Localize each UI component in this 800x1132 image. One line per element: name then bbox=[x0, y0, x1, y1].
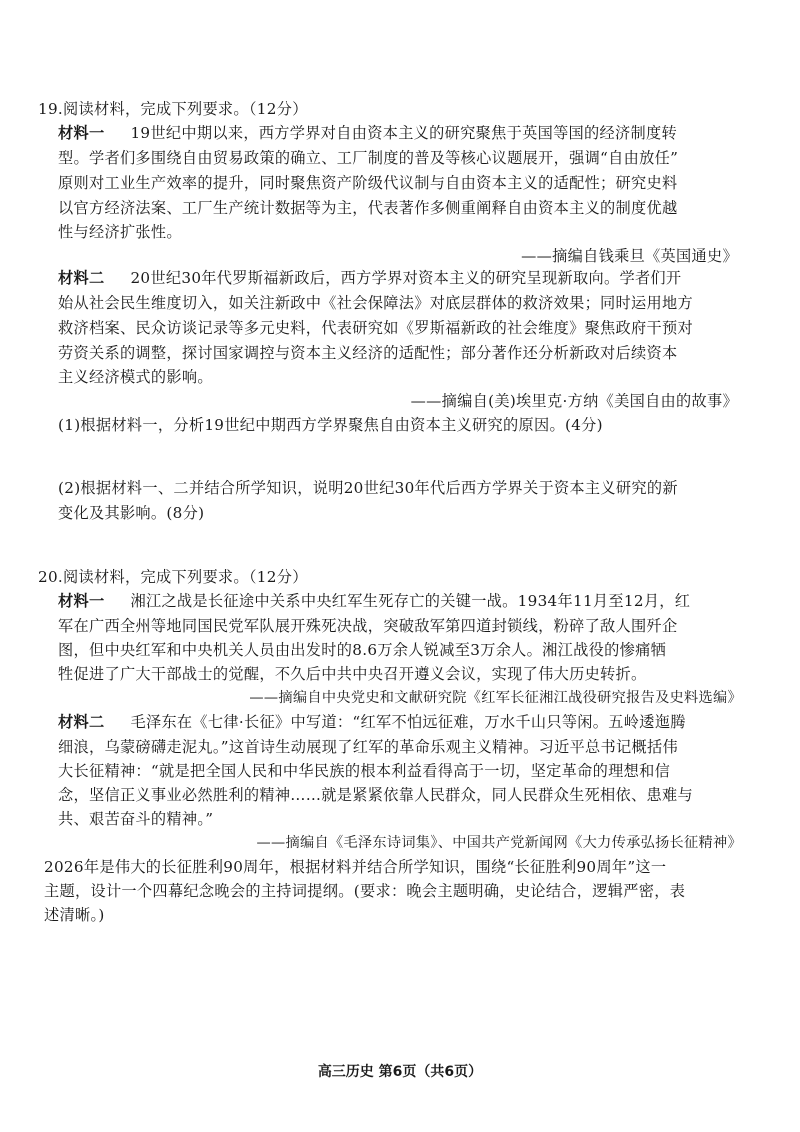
q20-material1-first-line bbox=[58, 591, 690, 611]
q20-task-line: 主题，设计一个四幕纪念晚会的主持词提纲。(要求：晚会主题明确，史论结合，逻辑严密，表 bbox=[44, 882, 686, 900]
q20-material1-line: 军在广西全州等地同国民党军队展开殊死决战，突破敌军第四道封锁线，粉碎了敌人围歼企 bbox=[58, 617, 678, 635]
q20-task-line: 述清晰。) bbox=[44, 906, 105, 924]
q19-material2-line: 始从社会民生维度切入，如关注新政中《社会保障法》对底层群体的救济效果；同时运用地方 bbox=[58, 294, 693, 312]
q20-material2-line: 大长征精神：“就是把全国人民和中华民族的根本利益看得高于一切，坚定革命的理想和信 bbox=[58, 762, 671, 780]
q20-material1-line: 牲促进了广大干部战士的觉醒，不久后中共中央召开遵义会议，实现了伟大历史转折。 bbox=[58, 665, 647, 683]
q20-material1-source: ——摘编自中央党史和文献研究院《红军长征湘江战役研究报告及史料选编》 bbox=[249, 690, 742, 706]
q20-material2-first-line bbox=[58, 712, 686, 732]
q19-material1-line: 19世纪中期以来，西方学界对自由资本主义的研究聚焦于英国等国的经济制度转 bbox=[130, 124, 677, 142]
q20-material2-line: 细浪，乌蒙磅礴走泥丸。”这首诗生动展现了红军的革命乐观主义精神。习近平总书记概括伟 bbox=[58, 738, 678, 756]
q19-material1-first-line bbox=[58, 123, 738, 143]
q20-material2-line: 共、艰苦奋斗的精神。” bbox=[58, 810, 214, 828]
q19-subquestion-2-line: 变化及其影响。(8分) bbox=[58, 504, 205, 522]
q19-material2-line: 主义经济模式的影响。 bbox=[58, 368, 213, 386]
q19-material1-source: ——摘编自钱乘旦《英国通史》 bbox=[521, 247, 738, 265]
q20-material1-line: 湘江之战是长征途中关系中央红军生死存亡的关键一战。1934年11月至12月，红 bbox=[130, 592, 691, 610]
q19-material1-line: 原则对工业生产效率的提升，同时聚焦资产阶级代议制与自由资本主义的适配性；研究史料 bbox=[58, 174, 678, 192]
q20-material2-line: 毛泽东在《七律·长征》中写道：“红军不怕远征难，万水千山只等闲。五岭逶迤腾 bbox=[130, 713, 686, 731]
q19-material2-first-line bbox=[58, 268, 681, 288]
q20-material1-line: 图，但中央红军和中央机关人员由出发时的8.6万余人锐减至3万余人。湘江战役的惨痛牺 bbox=[58, 641, 667, 659]
q19-header: 19.阅读材料，完成下列要求。（12分） bbox=[38, 100, 308, 118]
page-footer: 高三历史 第6页（共6页） bbox=[317, 1064, 483, 1080]
q20-material2-line: 念，坚信正义事业必然胜利的精神……就是紧紧依靠人民群众，同人民群众生死相依、患难与 bbox=[58, 786, 693, 804]
q19-material1-line: 性与经济扩张性。 bbox=[58, 223, 182, 241]
q19-subquestion-2-line: (2)根据材料一、二并结合所学知识，说明20世纪30年代后西方学界关于资本主义研究的新 bbox=[58, 479, 678, 497]
q19-material2-line: 劳资关系的调整，探讨国家调控与资本主义经济的适配性；部分著作还分析新政对后续资本 bbox=[58, 344, 678, 362]
q20-header: 20.阅读材料，完成下列要求。（12分） bbox=[38, 568, 308, 586]
q19-material1-label: 材料一 bbox=[58, 124, 105, 142]
q20-material1-label: 材料一 bbox=[58, 592, 105, 610]
q20-material2-label: 材料二 bbox=[58, 713, 105, 731]
q20-task-line: 2026年是伟大的长征胜利90周年，根据材料并结合所学知识，围绕“长征胜利90周年”这一 bbox=[44, 858, 667, 876]
q19-material2-line: 20世纪30年代罗斯福新政后，西方学界对资本主义的研究呈现新取向。学者们开 bbox=[130, 269, 682, 287]
q19-material2-label: 材料二 bbox=[58, 269, 105, 287]
q19-material2-source: ——摘编自(美)埃里克·方纳《美国自由的故事》 bbox=[410, 392, 738, 410]
q19-subquestion-1: (1)根据材料一，分析19世纪中期西方学界聚焦自由资本主义研究的原因。(4分) bbox=[58, 416, 603, 434]
q19-material1-line: 型。学者们多围绕自由贸易政策的确立、工厂制度的普及等核心议题展开，强调“自由放任” bbox=[58, 149, 679, 167]
q20-material2-source: ——摘编自《毛泽东诗词集》、中国共产党新闻网《大力传承弘扬长征精神》 bbox=[256, 835, 742, 851]
q19-material2-line: 救济档案、民众访谈记录等多元史料，代表研究如《罗斯福新政的社会维度》聚焦政府干预对 bbox=[58, 319, 693, 337]
q19-material1-line: 以官方经济法案、工厂生产统计数据等为主，代表著作多侧重阐释自由资本主义的制度优越 bbox=[58, 199, 678, 217]
